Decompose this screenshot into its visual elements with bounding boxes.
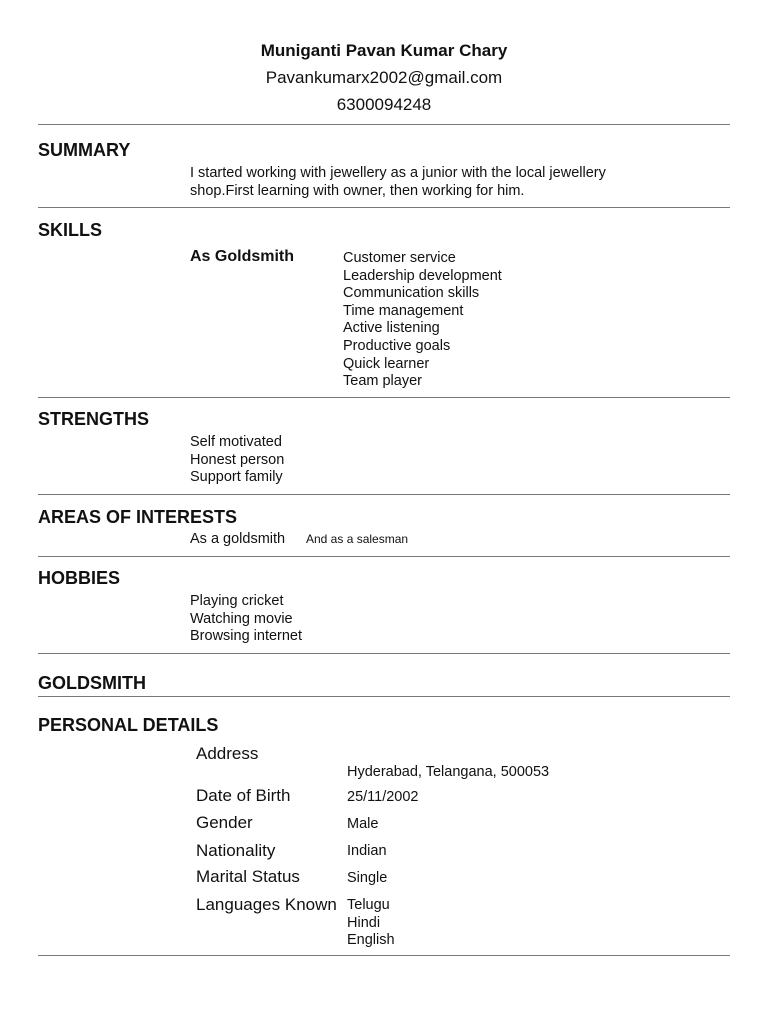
address-value: Hyderabad, Telangana, 500053 (347, 764, 550, 780)
section-heading-hobbies: HOBBIES (38, 568, 121, 588)
list-item: Support family (190, 469, 283, 486)
skills-list (343, 250, 502, 391)
candidate-name: Muniganti Pavan Kumar Chary (260, 41, 508, 60)
list-item: Self motivated (190, 434, 282, 450)
section-heading-personal-details: PERSONAL DETAILS (38, 715, 219, 735)
summary-line: I started working with jewellery as a junior with the local jewellery (190, 165, 606, 181)
list-item: Time management (343, 302, 464, 319)
languages-label: Languages Known (196, 895, 337, 914)
summary-text (190, 165, 606, 200)
list-item: Telugu (347, 897, 390, 913)
list-item: Playing cricket (190, 593, 284, 609)
nationality-label: Nationality (196, 841, 276, 860)
section-heading-goldsmith: GOLDSMITH (38, 673, 146, 693)
list-item: Honest person (190, 451, 285, 468)
list-item: Customer service (343, 250, 456, 266)
candidate-email: Pavankumarx2002@gmail.com (265, 68, 503, 87)
interest-secondary: And as a salesman (306, 532, 409, 546)
list-item: Productive goals (343, 337, 451, 354)
list-item: Communication skills (343, 285, 480, 302)
section-heading-interests: AREAS OF INTERESTS (38, 507, 238, 527)
gender-value: Male (347, 816, 379, 832)
list-item: Active listening (343, 320, 440, 337)
list-item: Hindi (347, 914, 381, 931)
list-item: Team player (343, 373, 422, 390)
divider (38, 653, 730, 654)
hobbies-list (190, 593, 302, 646)
section-heading-summary: SUMMARY (38, 140, 131, 160)
gender-label: Gender (196, 813, 253, 832)
list-item: Quick learner (343, 355, 430, 372)
section-heading-strengths: STRENGTHS (38, 409, 150, 429)
divider (38, 397, 730, 398)
address-label: Address (196, 744, 259, 763)
divider (38, 494, 730, 495)
list-item: English (347, 932, 395, 949)
divider (38, 556, 730, 557)
list-item: Watching movie (190, 610, 293, 627)
candidate-phone: 6300094248 (336, 95, 432, 114)
dob-label: Date of Birth (196, 786, 291, 805)
skills-label: As Goldsmith (190, 248, 295, 265)
list-item: Leadership development (343, 267, 502, 284)
interest-primary: As a goldsmith (190, 531, 286, 547)
section-heading-skills: SKILLS (38, 220, 103, 240)
list-item: Browsing internet (190, 628, 303, 645)
divider (38, 207, 730, 208)
nationality-value: Indian (347, 843, 387, 859)
divider (38, 955, 730, 956)
strengths-list (190, 434, 284, 487)
dob-value: 25/11/2002 (347, 789, 419, 805)
marital-status-value: Single (347, 870, 388, 886)
marital-status-label: Marital Status (196, 867, 300, 886)
divider (38, 696, 730, 697)
languages-list (347, 897, 395, 950)
divider (38, 124, 730, 125)
summary-line: shop.First learning with owner, then working for him. (190, 182, 525, 199)
